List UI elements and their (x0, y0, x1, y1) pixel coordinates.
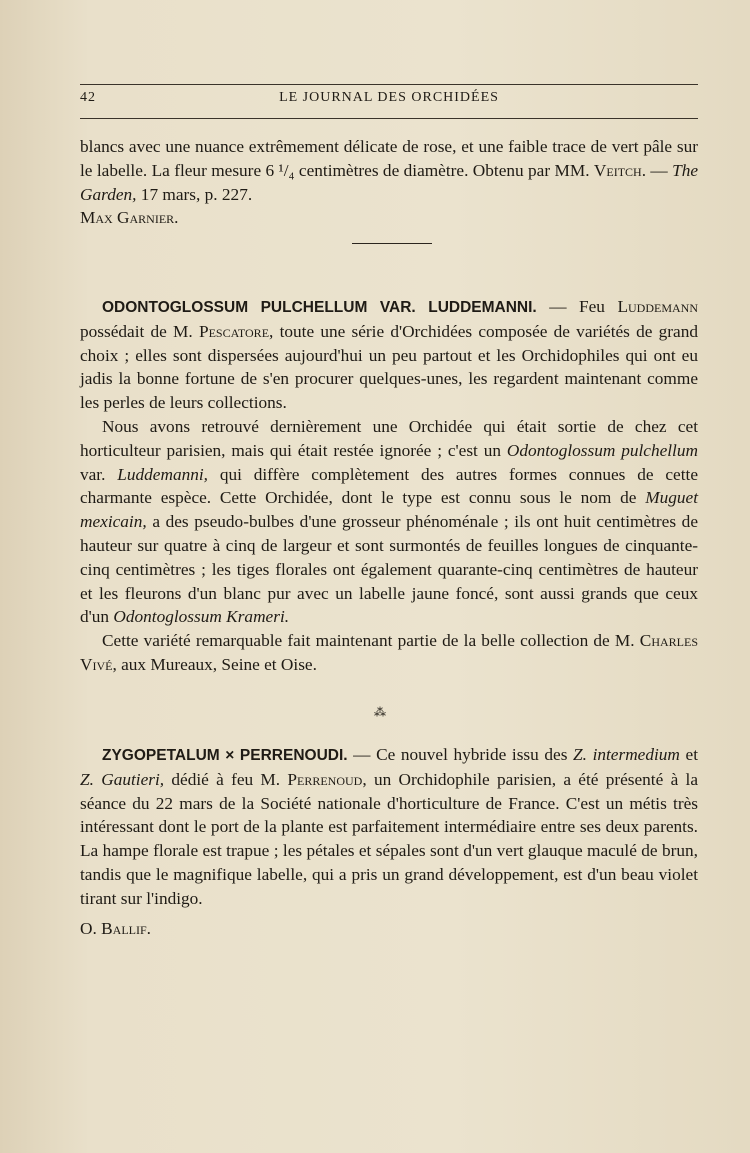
header-rule-top (80, 84, 698, 85)
section-separator (352, 243, 432, 244)
header-rule-bottom (80, 118, 698, 119)
article2-paragraph: ZYGOPETALUM × PERRENOUDI. — Ce nouvel hybride issu des Z. intermedium et Z. Gautieri, dédié à feu M. Perrenoud, un Orchidophile parisien, a été présenté à la séance du 22 mars de la Société nationale d'horticulture de France. C'est un métis très intéressant dont le port de la plante est parfaitement intermédiaire entre ses deux parents. La hampe florale est trapue ; les pétales et sépales sont d'un vert glauque maculé de brun, tandis que le magnifique labelle, qui a pris un grand développement, est d'un beau violet tirant sur l'indigo. (80, 745, 698, 908)
article-zygopetalum (80, 743, 698, 940)
article2-title: ZYGOPETALUM × PERRENOUDI. (102, 747, 348, 764)
name-veitch: Veitch (593, 160, 642, 180)
running-head (80, 90, 698, 110)
article1-paragraph-2: Nous avons retrouvé dernièrement une Orchidée qui était sortie de chez cet horticulteur parisien, mais qui était restée ignorée ; c'est un Odontoglossum pulchellum var. Luddemanni, qui diffère complètement des autres formes connues de cette charmante espèce. Cette Orchidée, dont le type est connu sous le nom de Muguet mexicain, a des pseudo-bulbes d'une grosseur phénoménale ; ils ont huit centimètres de hauteur sur quatre à cinq de largeur et sont surmontés de feuilles longues de cinquante-cinq centimètres ; les tiges florales ont également quarante-cinq centimètres de hauteur et les fleurons d'un blanc pur avec un labelle jaune foncé, sont aussi grands que ceux d'un Odontoglossum Krameri. (80, 416, 698, 627)
top-article-paragraph: blancs avec une nuance extrêmement délicate de rose, et une faible trace de vert pâle sur le labelle. La fleur mesure 6 ¹/₄ centimètres de diamètre. Obtenu par MM. Veitch. — The Garden, 17 mars, p. 227. (80, 137, 698, 204)
page-number: 42 (80, 90, 96, 105)
running-title: LE JOURNAL DES ORCHIDÉES (279, 90, 499, 105)
article1-title: ODONTOGLOSSUM PULCHELLUM VAR. LUDDEMANNI. (102, 299, 537, 316)
signature-ballif: O. Ballif. (80, 918, 151, 938)
top-article-continuation (80, 135, 698, 230)
asterism: ⁂ (374, 705, 386, 719)
article1-paragraph-1: ODONTOGLOSSUM PULCHELLUM VAR. LUDDEMANNI. — Feu Luddemann possédait de M. Pescatore, toute une série d'Orchidées composée de variétés de grand choix ; elles sont dispersées aujourd'hui un peu partout et les Orchidophiles qui ont eu jadis la bonne fortune de s'en procurer quelques-unes, les regardent maintenant comme les perles de leurs collections. (80, 297, 698, 413)
article-odontoglossum (80, 295, 698, 677)
source-title: The Garden, (80, 160, 698, 204)
signature-garnier: Max Garnier. (80, 208, 179, 228)
article1-paragraph-3: Cette variété remarquable fait maintenant partie de la belle collection de M. Charles Vivé, aux Mureaux, Seine et Oise. (80, 631, 698, 674)
